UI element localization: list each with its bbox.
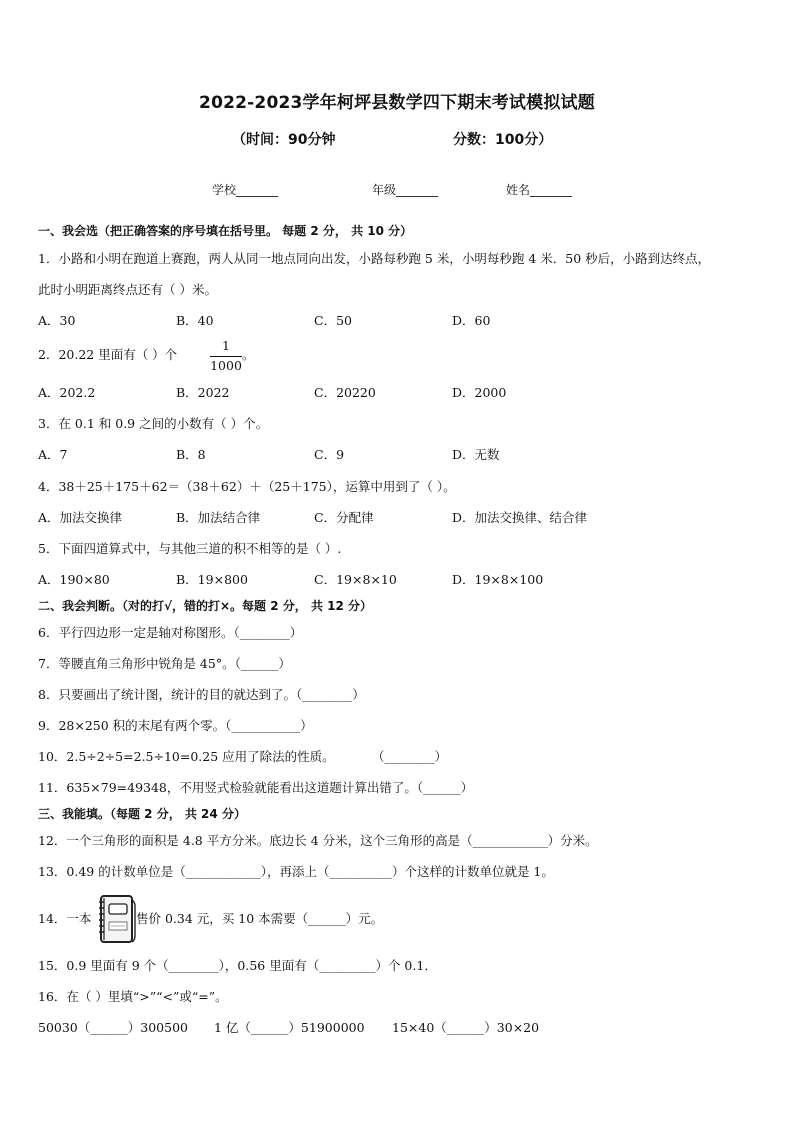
q4-option-b[interactable]: B．加法结合律 — [176, 510, 261, 525]
q13-text: 13．0.49 的计数单位是（____________），再添上（__________）个这样的计数单位就是 1。 — [38, 864, 554, 879]
q4-option-a[interactable]: A．加法交换律 — [38, 510, 123, 525]
exam-score: 分数：100分） — [453, 132, 553, 148]
q1-line2: 此时小明距离终点还有（ ）米。 — [38, 282, 217, 297]
q2-option-a[interactable]: A．202.2 — [38, 385, 96, 400]
q16-item-1: 50030（______）300500 — [38, 1020, 188, 1035]
q5-option-c[interactable]: C．19×8×10 — [314, 572, 397, 587]
q14-start: 14．一本 — [38, 911, 92, 926]
q1-option-c[interactable]: C．50 — [314, 313, 352, 328]
fraction-numerator: 1 — [222, 338, 230, 353]
q5-option-d[interactable]: D．19×8×100 — [452, 572, 544, 587]
fraction-denominator: 1000 — [210, 358, 242, 373]
q1-option-b[interactable]: B．40 — [176, 313, 214, 328]
notebook-icon — [95, 892, 137, 946]
q5-text: 5．下面四道算式中，与其他三道的积不相等的是（ ）. — [38, 541, 342, 556]
q9-text: 9．28×250 积的末尾有两个零。（___________） — [38, 718, 313, 733]
q15-text: 15．0.9 里面有 9 个（________），0.56 里面有（_________）个 0.1． — [38, 958, 437, 973]
q16-item-3: 15×40（______）30×20 — [392, 1020, 540, 1035]
q11-text: 11．635×79=49348，不用竖式检验就能看出这道题计算出错了。（______） — [38, 780, 474, 795]
q7-text: 7．等腰直角三角形中锐角是 45°。（______） — [38, 656, 291, 671]
q2-fraction — [210, 338, 242, 374]
q1-line1: 1．小路和小明在跑道上赛跑，两人从同一地点同向出发，小路每秒跑 5 米，小明每秒跑 4 米．50 秒后，小路到达终点， — [38, 251, 711, 266]
q2-text: 2．20.22 里面有（ ）个 — [38, 347, 178, 362]
q2-option-b[interactable]: B．2022 — [176, 385, 230, 400]
q3-option-b[interactable]: B．8 — [176, 447, 206, 462]
q10-text: 10．2.5÷2÷5=2.5÷10=0.25 应用了除法的性质。 — [38, 749, 335, 764]
q10-blank[interactable]: （________） — [372, 749, 448, 764]
q1-option-d[interactable]: D．60 — [452, 313, 491, 328]
q2-end: 。 — [242, 347, 255, 362]
q8-text: 8．只要画出了统计图，统计的目的就达到了。（________） — [38, 687, 365, 702]
section1-heading: 一、我会选（把正确答案的序号填在括号里。 每题 2 分， 共 10 分） — [38, 224, 413, 238]
q3-option-c[interactable]: C．9 — [314, 447, 345, 462]
q12-text: 12．一个三角形的面积是 4.8 平方分米。底边长 4 分米，这个三角形的高是（____________）分米。 — [38, 833, 598, 848]
section3-heading: 三、我能填。（每题 2 分， 共 24 分） — [38, 807, 246, 821]
q16-text: 16．在（ ）里填“>”“<”或“=”。 — [38, 989, 228, 1004]
q3-option-a[interactable]: A．7 — [38, 447, 68, 462]
q16-item-2: 1 亿（______）51900000 — [214, 1020, 365, 1035]
q4-option-c[interactable]: C．分配律 — [314, 510, 374, 525]
exam-time: （时间：90分钟 — [232, 132, 336, 148]
fraction-bar — [210, 356, 242, 357]
q6-text: 6．平行四边形一定是轴对称图形。（________） — [38, 625, 303, 640]
q1-option-a[interactable]: A．30 — [38, 313, 76, 328]
page-title: 2022-2023学年柯坪县数学四下期末考试模拟试题 — [199, 93, 595, 113]
q5-option-a[interactable]: A．190×80 — [38, 572, 110, 587]
q4-option-d[interactable]: D．加法交换律、结合律 — [452, 510, 588, 525]
q3-option-d[interactable]: D．无数 — [452, 447, 500, 462]
q3-text: 3．在 0.1 和 0.9 之间的小数有（ ）个。 — [38, 416, 269, 431]
q2-option-c[interactable]: C．20220 — [314, 385, 376, 400]
q5-option-b[interactable]: B．19×800 — [176, 572, 248, 587]
section2-heading: 二、我会判断。（对的打√，错的打×。每题 2 分， 共 12 分） — [38, 599, 372, 613]
name-field[interactable]: 姓名_______ — [506, 183, 573, 197]
q14-end: 售价 0.34 元，买 10 本需要（______）元。 — [136, 911, 384, 926]
school-field[interactable]: 学校_______ — [212, 183, 279, 197]
q4-text: 4．38＋25＋175＋62＝（38＋62）＋（25＋175），运算中用到了（ ）。 — [38, 479, 456, 494]
q2-option-d[interactable]: D．2000 — [452, 385, 507, 400]
grade-field[interactable]: 年级_______ — [372, 183, 439, 197]
